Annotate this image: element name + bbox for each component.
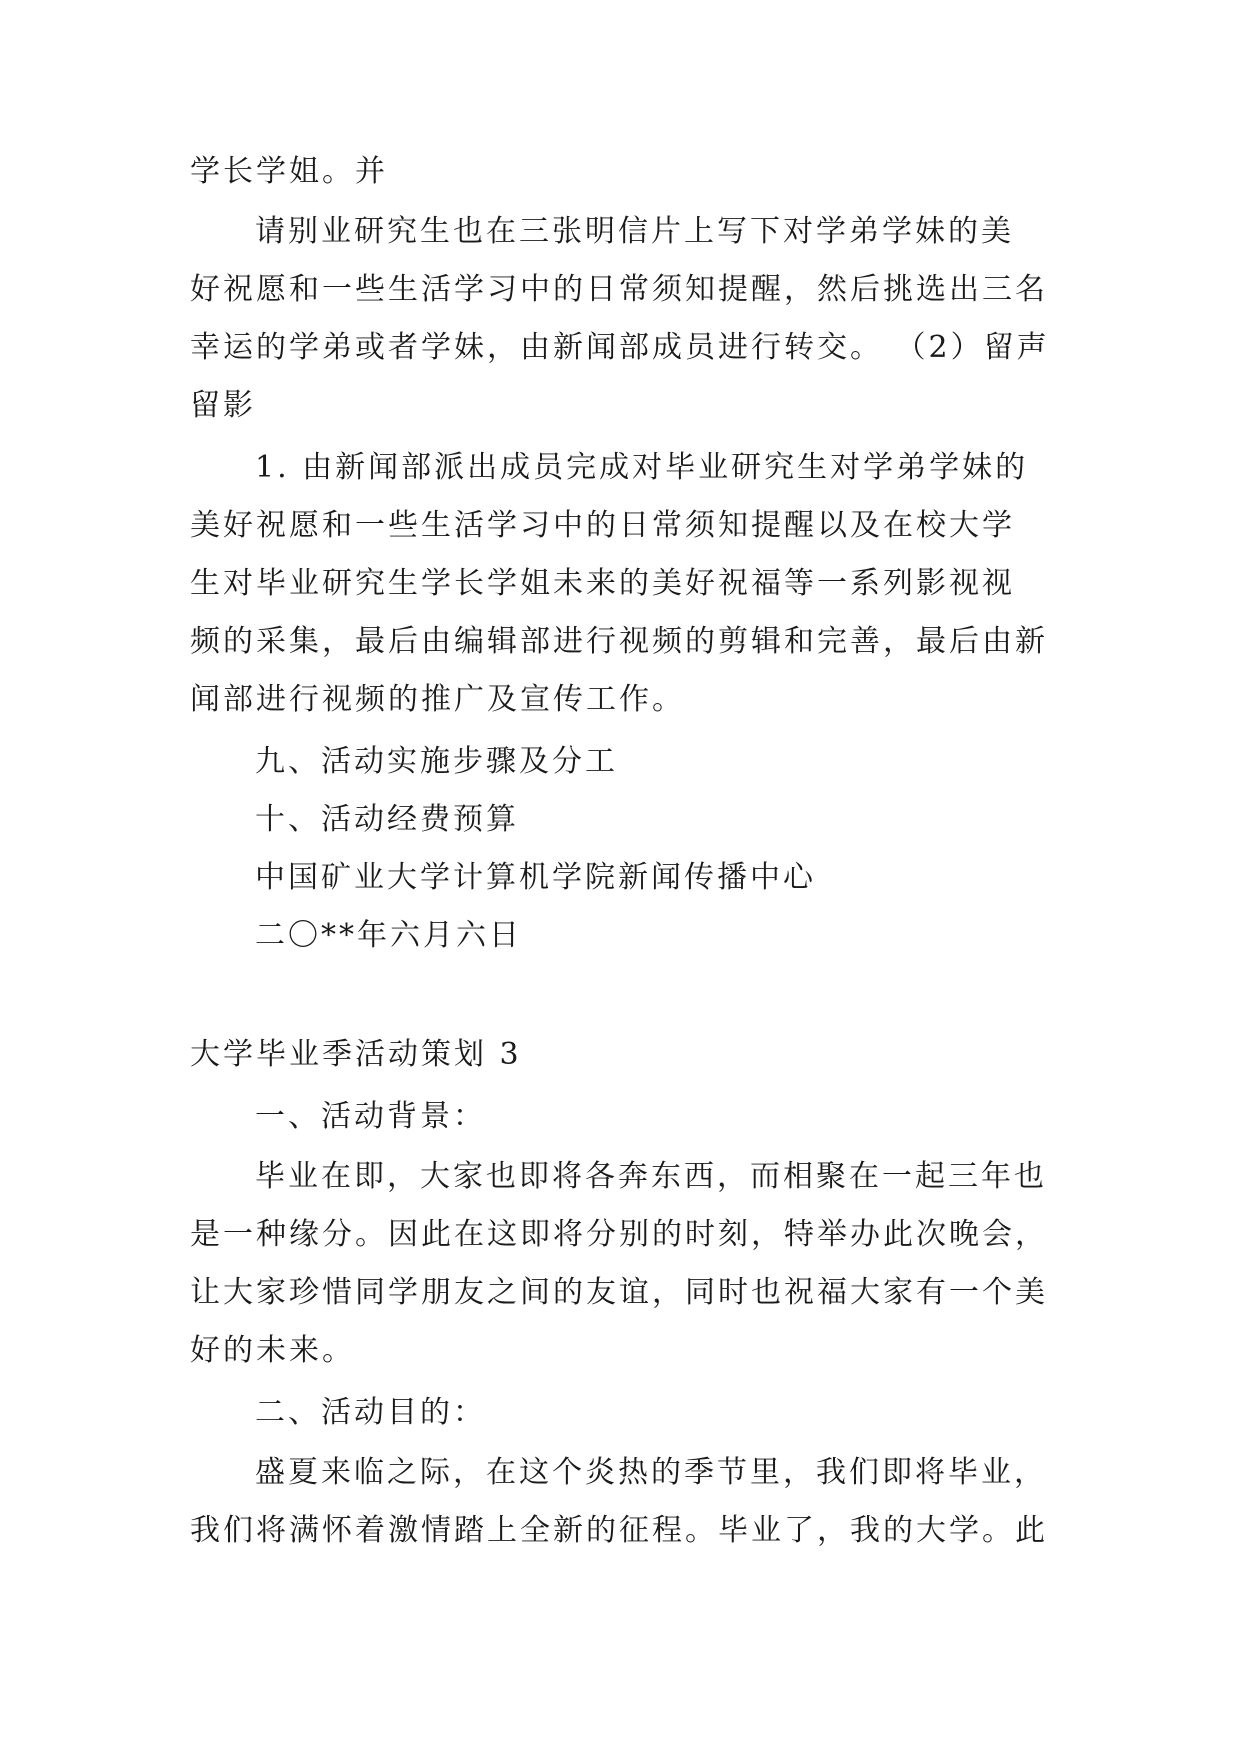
text-line: 好的未来。 bbox=[190, 1333, 355, 1368]
text-line: 我们将满怀着激情踏上全新的征程。毕业了，我的大学。此 bbox=[190, 1513, 1048, 1548]
text-line: 是一种缘分。因此在这即将分别的时刻，特举办此次晚会， bbox=[190, 1217, 1048, 1252]
document-title: 大学毕业季活动策划 3 bbox=[190, 1037, 522, 1072]
text-line: 盛夏来临之际，在这个炎热的季节里，我们即将毕业， bbox=[255, 1455, 1047, 1490]
text-line: 毕业在即，大家也即将各奔东西，而相聚在一起三年也 bbox=[255, 1159, 1047, 1194]
text-line: 留影 bbox=[190, 388, 256, 423]
section-heading: 一、活动背景： bbox=[255, 1099, 486, 1134]
text-line: 美好祝愿和一些生活学习中的日常须知提醒以及在校大学 bbox=[190, 508, 1015, 543]
section-heading: 十、活动经费预算 bbox=[255, 802, 519, 837]
text-line: 让大家珍惜同学朋友之间的友谊，同时也祝福大家有一个美 bbox=[190, 1275, 1048, 1310]
text-line: 闻部进行视频的推广及宣传工作。 bbox=[190, 682, 685, 717]
text-line: 1. 由新闻部派出成员完成对毕业研究生对学弟学妹的 bbox=[255, 450, 1029, 485]
signature-organization: 中国矿业大学计算机学院新闻传播中心 bbox=[255, 860, 816, 895]
text-line: 幸运的学弟或者学妹，由新闻部成员进行转交。 （2）留声 bbox=[190, 330, 1050, 365]
text-line: 学长学姐。并 bbox=[190, 154, 388, 189]
section-heading: 二、活动目的： bbox=[255, 1395, 486, 1430]
text-line: 好祝愿和一些生活学习中的日常须知提醒，然后挑选出三名 bbox=[190, 272, 1048, 307]
signature-date: 二〇**年六月六日 bbox=[255, 918, 522, 953]
section-heading: 九、活动实施步骤及分工 bbox=[255, 744, 618, 779]
text-line: 频的采集，最后由编辑部进行视频的剪辑和完善，最后由新 bbox=[190, 624, 1048, 659]
text-line: 生对毕业研究生学长学姐未来的美好祝福等一系列影视视 bbox=[190, 566, 1015, 601]
text-line: 请别业研究生也在三张明信片上写下对学弟学妹的美 bbox=[255, 214, 1014, 249]
